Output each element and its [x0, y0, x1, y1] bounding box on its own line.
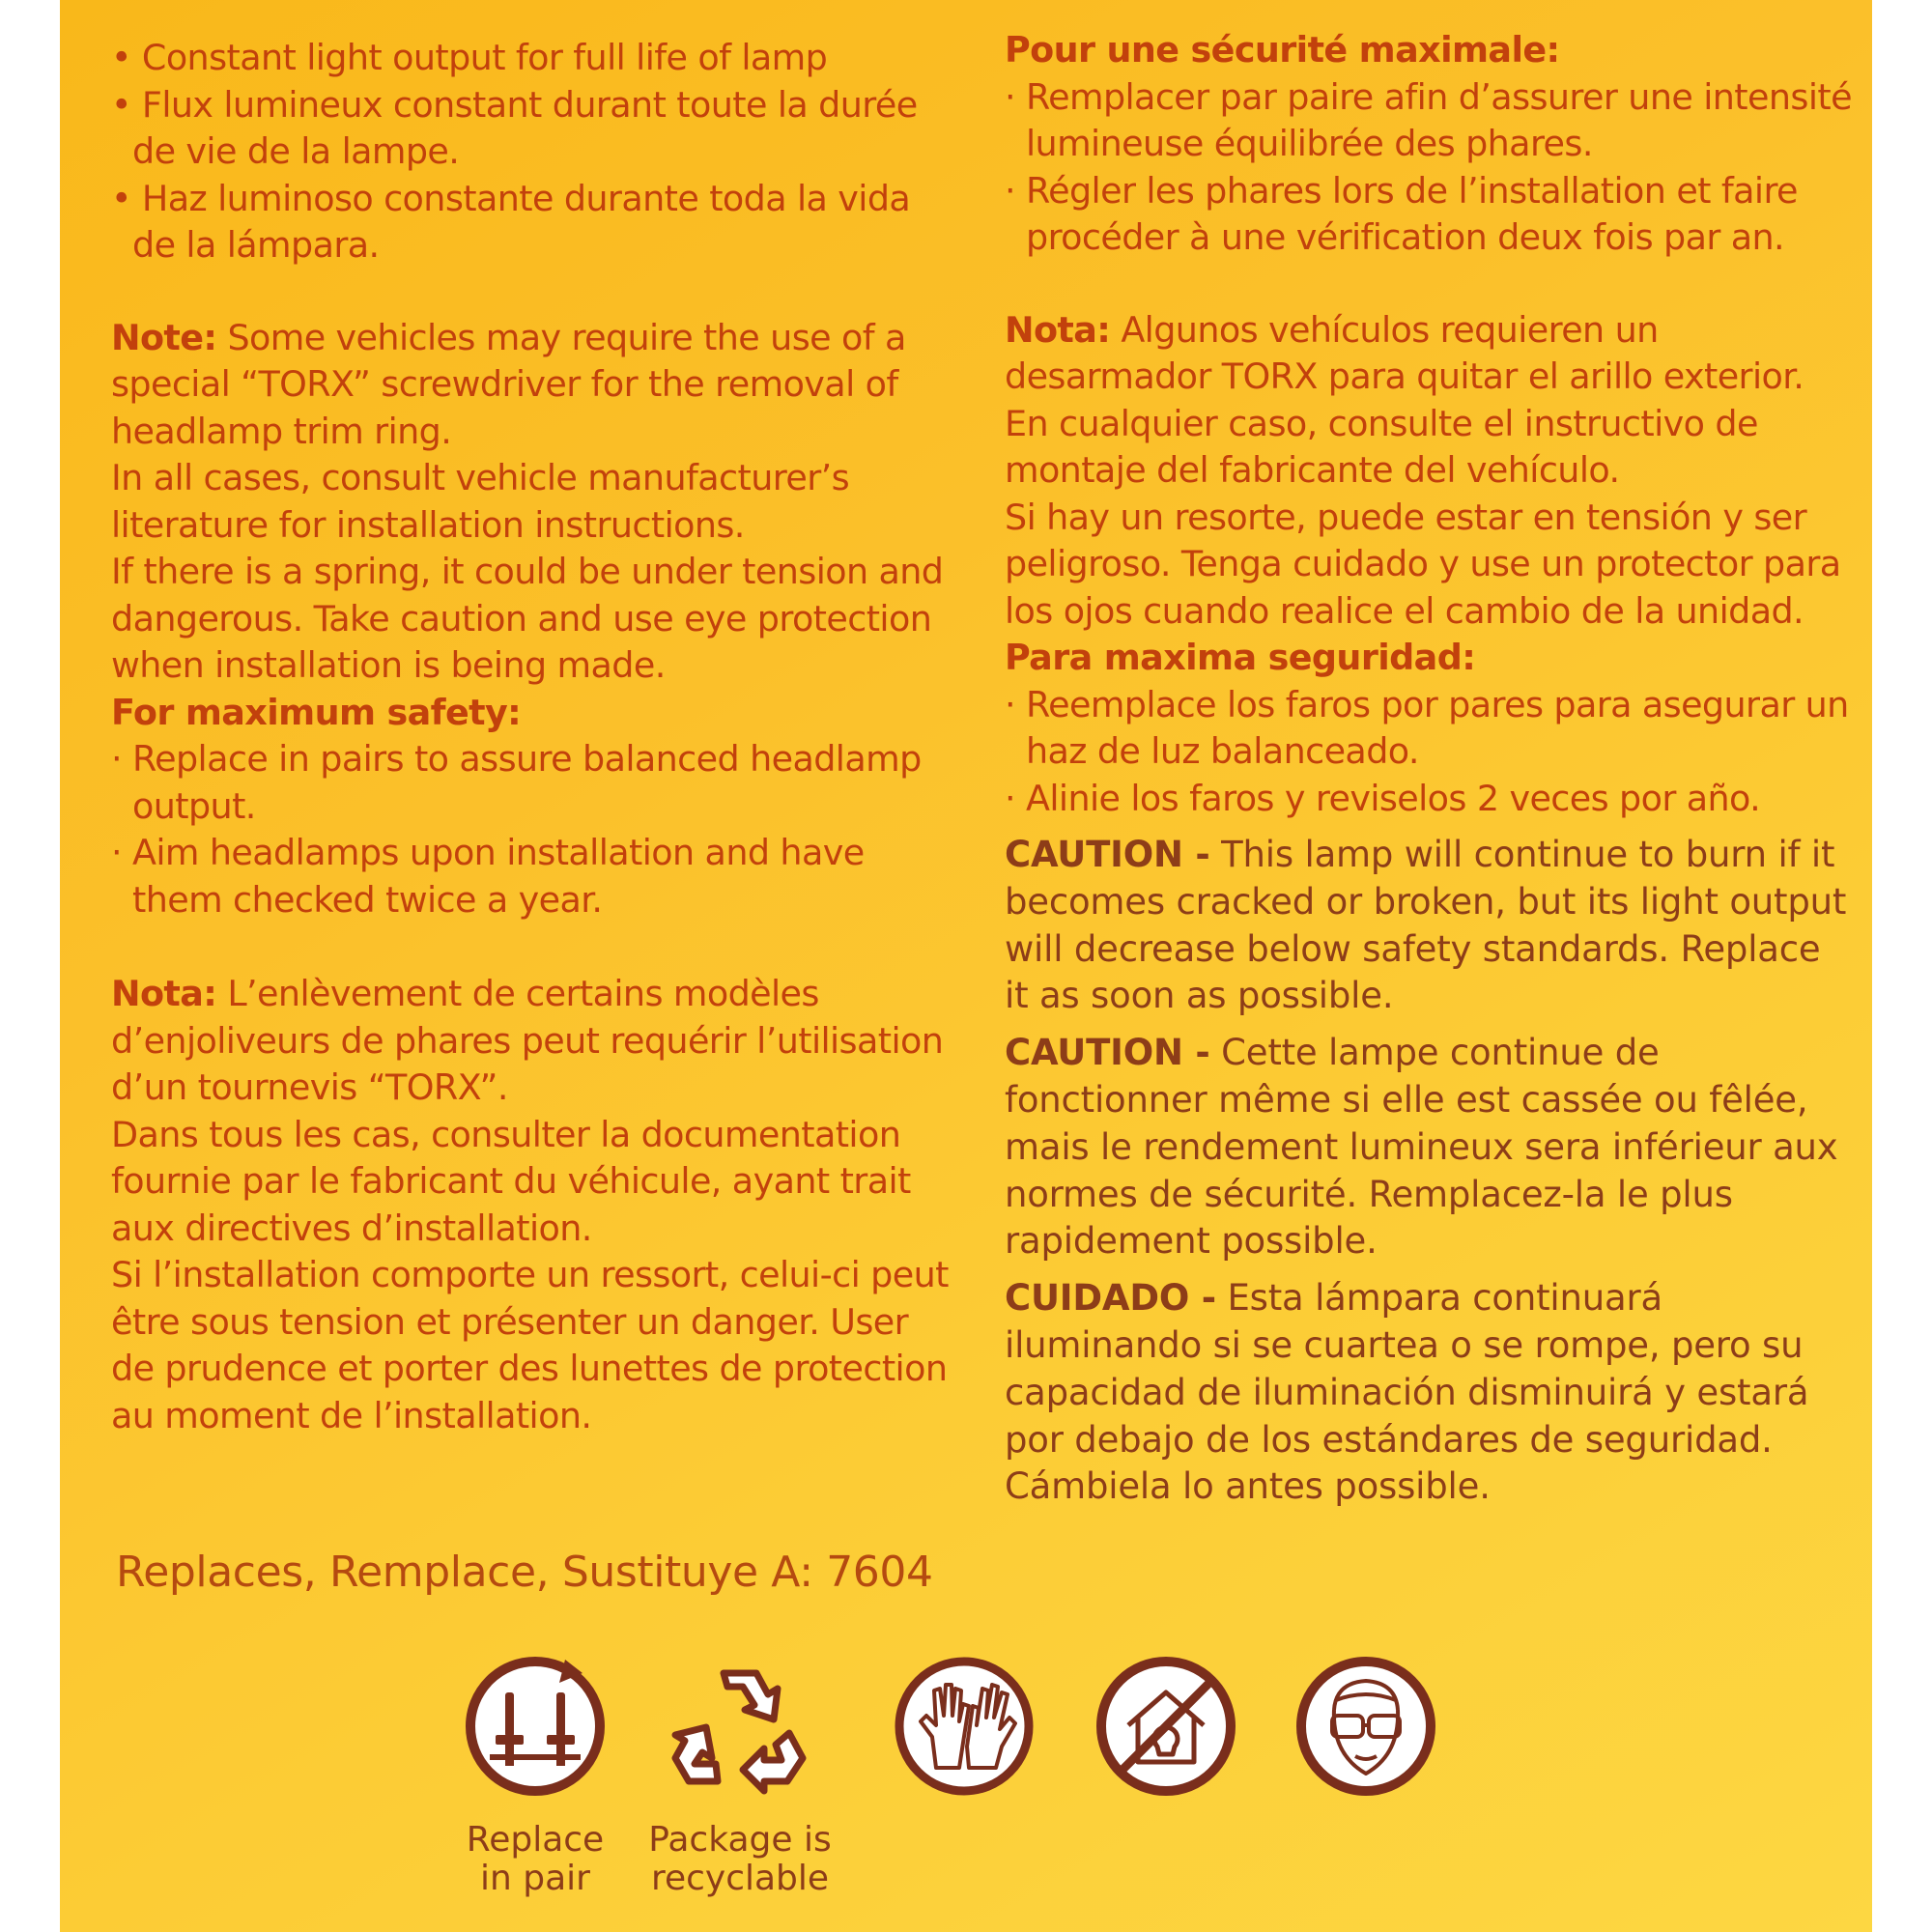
- cuidado-es: [1005, 1275, 1855, 1511]
- nota-es-text: Algunos vehículos requieren un desarmador TORX para quitar el arillo exterior.: [1005, 308, 1804, 397]
- cuidado-label: CUIDADO -: [1005, 1277, 1216, 1320]
- safety-item-aim-headlamps: · Aim headlamps upon installation and have them checked twice a year.: [111, 832, 865, 921]
- safety-heading-es: Para maxima seguridad:: [1005, 637, 1476, 678]
- recycle-icon: [668, 1654, 812, 1799]
- safety-item-es-pairs: · Reemplace los faros por pares para asegurar un haz de luz balanceado.: [1005, 683, 1849, 772]
- safety-heading-en: For maximum safety:: [111, 691, 522, 733]
- note-en: [111, 315, 961, 456]
- recycle-caption: Package is recyclable: [648, 1820, 832, 1898]
- caution-en-label: CAUTION -: [1005, 834, 1210, 875]
- note-label: Note:: [111, 316, 217, 358]
- note-text: Some vehicles may require the use of a special “TORX” screwdriver for the removal of headlamp trim ring.: [111, 316, 906, 452]
- caution-fr-label: CAUTION -: [1005, 1032, 1210, 1074]
- replace-in-pair-caption: Replace in pair: [466, 1820, 605, 1898]
- safety-heading-fr: Pour une sécurité maximale:: [1005, 29, 1560, 71]
- spring-es: Si hay un resorte, puede estar en tensión y ser peligroso. Tenga cuidado y use un protector para los ojos cuando realice el cambio de la unidad.: [1005, 496, 1841, 632]
- nota-es-label: Nota:: [1005, 308, 1111, 351]
- safety-item-fr-aim: · Régler les phares lors de l’installation et faire procéder à une vérification deux fois par an.: [1005, 169, 1798, 258]
- consult-fr: Dans tous les cas, consulter la documentation fournie par le fabricant du véhicule, ayant trait aux directives d’installation.: [111, 1113, 911, 1249]
- bullet-haz-constante: • Haz luminoso constante durante toda la vida de la lámpara.: [111, 177, 911, 266]
- bullet-flux-constant: • Flux lumineux constant durant toute la durée de vie de la lampe.: [111, 83, 918, 172]
- left-column: [111, 35, 961, 1439]
- gloves-icon: [892, 1654, 1037, 1799]
- consult-en: In all cases, consult vehicle manufacturer’s literature for installation instructions.: [111, 457, 850, 546]
- nota-fr-text: L’enlèvement de certains modèles d’enjoliveurs de phares peut requérir l’utilisation d’un tournevis “TORX”.: [111, 973, 944, 1108]
- spring-fr: Si l’installation comporte un ressort, celui-ci peut être sous tension et présenter un danger. User de prudence et porter des lunettes de protection au moment de l’installation.: [111, 1254, 949, 1436]
- right-column: [1005, 27, 1855, 1511]
- eye-protection-icon: [1293, 1654, 1438, 1799]
- safety-item-replace-pairs: · Replace in pairs to assure balanced headlamp output.: [111, 738, 922, 827]
- nota-fr-label: Nota:: [111, 973, 217, 1014]
- cuidado-text: Esta lámpara continuará iluminando si se cuartea o se rompe, pero su capacidad de iluminación disminuirá y estará por debajo de los estándares de seguridad. Cámbiela lo antes possible.: [1005, 1277, 1809, 1508]
- safety-item-es-aim: · Alinie los faros y reviselos 2 veces por año.: [1005, 777, 1761, 819]
- caution-fr: [1005, 1030, 1855, 1265]
- caution-en-text: This lamp will continue to burn if it becomes cracked or broken, but its light output will decrease below safety standards. Replace it as soon as possible.: [1005, 834, 1847, 1017]
- bullet-constant-light: • Constant light output for full life of lamp: [111, 37, 828, 78]
- nota-fr: [111, 971, 961, 1112]
- nota-es: [1005, 307, 1855, 401]
- replaces-line: Replaces, Remplace, Sustituye A: 7604: [116, 1548, 933, 1597]
- safety-item-fr-pairs: · Remplacer par paire afin d’assurer une intensité lumineuse équilibrée des phares.: [1005, 75, 1852, 164]
- package-panel: [60, 0, 1872, 1932]
- no-household-use-icon: [1094, 1654, 1238, 1799]
- replace-in-pair-icon: [463, 1654, 608, 1799]
- consult-es: En cualquier caso, consulte el instructivo de montaje del fabricante del vehículo.: [1005, 402, 1758, 491]
- caution-en: [1005, 832, 1855, 1020]
- spring-en: If there is a spring, it could be under tension and dangerous. Take caution and use eye protection when installation is being made.: [111, 551, 944, 686]
- caution-fr-text: Cette lampe continue de fonctionner même si elle est cassée ou fêlée, mais le rendement lumineux sera inférieur aux normes de sécurité. Remplacez-la le plus rapidement possible.: [1005, 1032, 1838, 1263]
